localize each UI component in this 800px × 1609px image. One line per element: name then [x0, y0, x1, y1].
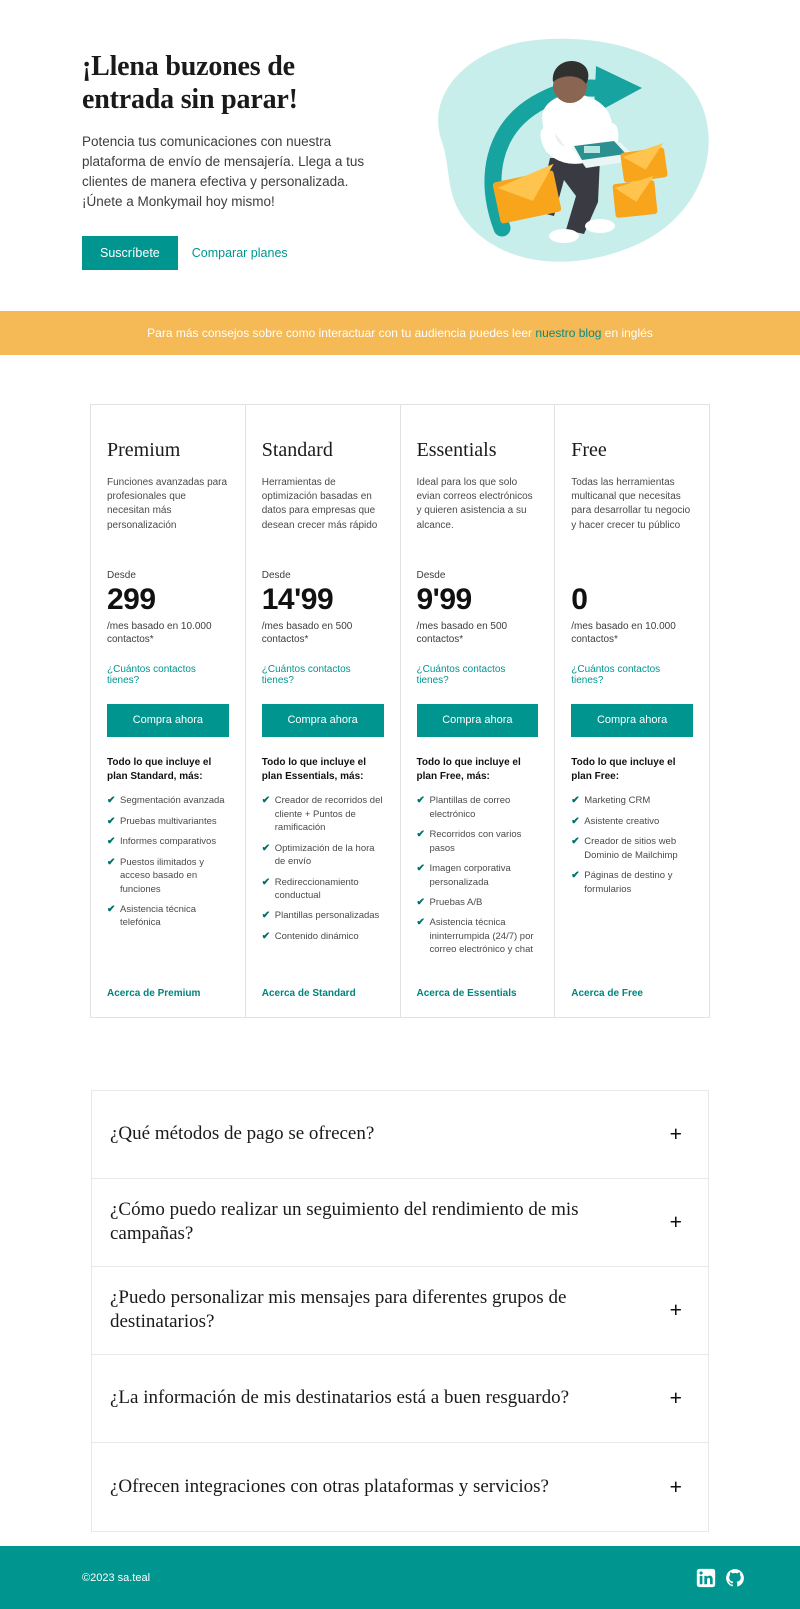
about-plan-link[interactable]: Acerca de Standard — [261, 987, 356, 999]
plus-icon[interactable]: + — [669, 1385, 682, 1411]
buy-now-button[interactable]: Compra ahora — [417, 704, 539, 737]
plan-feature — [571, 815, 693, 828]
plan-feature — [107, 903, 229, 930]
plan-feature-list — [417, 794, 539, 964]
plan-feature-label: Creador de recorridos del cliente + Puntos de ramificación — [274, 795, 383, 834]
plus-icon[interactable]: + — [669, 1121, 682, 1147]
promo-banner-text-after: en inglés — [601, 326, 653, 340]
check-icon: ✔ — [107, 795, 116, 807]
check-icon: ✔ — [416, 897, 425, 908]
plan-feature — [107, 835, 229, 848]
plan-feature-label: Marketing CRM — [584, 795, 651, 807]
plan-from-label: Desde — [261, 570, 291, 581]
buy-now-button[interactable]: Compra ahora — [571, 704, 693, 737]
plan-price-basis: /mes basado en 500 contactos* — [261, 620, 353, 646]
faq-question: ¿La información de mis destinatarios está a buen resguardo? — [110, 1387, 569, 1409]
plan-feature-label: Páginas de destino y formularios — [584, 870, 673, 895]
plan-feature — [107, 856, 229, 896]
about-plan-link[interactable]: Acerca de Free — [571, 987, 643, 999]
site-footer — [0, 1546, 800, 1609]
faq-item[interactable] — [92, 1443, 708, 1531]
buy-now-button[interactable]: Compra ahora — [107, 704, 229, 737]
faq-accordion — [91, 1090, 709, 1532]
plan-feature-label: Plantillas personalizadas — [274, 910, 380, 922]
plan-price-block — [417, 570, 539, 647]
plan-price-basis: /mes basado en 10.000 contactos* — [107, 620, 212, 646]
check-icon: ✔ — [416, 795, 425, 807]
plan-feature-label: Creador de sitios web Dominio de Mailchimp — [584, 836, 678, 861]
plan-description: Todas las herramientas multicanal que necesitas para desarrollar tu negocio y hacer crecer tu público — [571, 477, 691, 531]
hero-subtitle: Potencia tus comunicaciones con nuestra plataforma de envío de mensajería. Llega a tus clientes de manera efectiva y personalizada. ¡Únete a Monkymail hoy mismo! — [82, 134, 365, 209]
blog-link[interactable]: nuestro blog — [535, 326, 602, 340]
plan-includes-title: Todo lo que incluye el plan Essentials, más: — [261, 757, 367, 783]
check-icon: ✔ — [261, 795, 271, 807]
plan-feature — [417, 862, 539, 889]
how-many-contacts-link[interactable]: ¿Cuántos contactos tienes? — [261, 664, 351, 687]
plan-includes-title: Todo lo que incluye el plan Free, más: — [416, 757, 521, 783]
hero-title-line-2: entrada sin parar! — [82, 84, 298, 116]
subscribe-button[interactable]: Suscríbete — [82, 236, 178, 271]
hero-actions — [82, 236, 382, 271]
plan-price: 14'99 — [261, 583, 334, 616]
plan-feature — [417, 828, 539, 855]
plan-feature-list — [107, 794, 229, 937]
faq-question: ¿Puedo personalizar mis mensajes para diferentes grupos de destinatarios? — [110, 1286, 567, 1333]
check-icon: ✔ — [107, 836, 116, 848]
plan-price: 0 — [571, 583, 588, 616]
plan-feature-label: Pruebas multivariantes — [120, 815, 217, 827]
plan-feature — [417, 794, 539, 821]
plan-price-basis: /mes basado en 500 contactos* — [416, 620, 508, 646]
check-icon: ✔ — [571, 815, 580, 827]
plan-name: Premium — [107, 439, 181, 461]
hero-title-line-1: ¡Llena buzones de — [82, 51, 295, 82]
plan-feature — [262, 794, 384, 834]
plan-feature-label: Asistencia técnica telefónica — [120, 904, 197, 929]
promo-banner-text-before: Para más consejos sobre como interactuar con tu audiencia puedes leer — [147, 326, 536, 340]
faq-item[interactable] — [92, 1091, 708, 1179]
check-icon: ✔ — [261, 910, 271, 922]
check-icon: ✔ — [416, 829, 425, 841]
faq-item[interactable] — [92, 1267, 708, 1355]
plan-includes-title: Todo lo que incluye el plan Standard, más: — [107, 757, 212, 783]
plan-feature-label: Asistencia técnica ininterrumpida (24/7) por correo electrónico y chat — [429, 917, 534, 956]
plan-card-essentials — [401, 405, 556, 1017]
plan-feature — [107, 815, 229, 828]
plan-feature — [571, 869, 693, 896]
hero-section — [0, 0, 800, 311]
plus-icon[interactable]: + — [669, 1297, 682, 1323]
pricing-table — [90, 404, 710, 1018]
check-icon: ✔ — [416, 863, 425, 875]
plus-icon[interactable]: + — [669, 1473, 682, 1499]
check-icon: ✔ — [107, 856, 116, 868]
check-icon: ✔ — [416, 917, 425, 929]
plan-price: 299 — [107, 583, 156, 616]
social-links — [696, 1568, 745, 1588]
about-plan-link[interactable]: Acerca de Essentials — [416, 987, 517, 999]
how-many-contacts-link[interactable]: ¿Cuántos contactos tienes? — [107, 664, 196, 687]
promo-banner — [0, 311, 800, 355]
plan-price-block — [262, 570, 384, 647]
plan-feature — [417, 896, 539, 909]
plan-feature — [571, 835, 693, 862]
plan-feature-label: Asistente creativo — [584, 815, 660, 827]
check-icon: ✔ — [571, 836, 580, 848]
check-icon: ✔ — [571, 870, 580, 882]
plan-card-premium — [91, 405, 246, 1017]
plan-price-basis: /mes basado en 10.000 contactos* — [571, 620, 676, 646]
plan-feature-label: Recorridos con varios pasos — [429, 829, 522, 854]
plan-card-standard — [246, 405, 401, 1017]
check-icon: ✔ — [107, 904, 116, 915]
plan-description: Herramientas de optimización basadas en datos para empresas que desean crecer más rápido — [261, 477, 378, 531]
github-icon[interactable] — [725, 1568, 745, 1588]
faq-question: ¿Ofrecen integraciones con otras plataformas y servicios? — [110, 1475, 549, 1497]
plan-feature-list — [262, 794, 384, 950]
linkedin-icon[interactable] — [696, 1568, 716, 1588]
hero-copy — [82, 50, 382, 270]
faq-item[interactable] — [92, 1179, 708, 1267]
plan-name: Standard — [261, 439, 333, 461]
plan-description: Funciones avanzadas para profesionales que necesitan más personalización — [107, 477, 228, 531]
plan-from-label: Desde — [416, 570, 446, 581]
plan-from-label: Desde — [107, 570, 136, 581]
how-many-contacts-link[interactable]: ¿Cuántos contactos tienes? — [571, 664, 661, 687]
check-icon: ✔ — [261, 876, 271, 888]
plan-feature — [262, 930, 384, 943]
plan-card-free — [555, 405, 709, 1017]
about-plan-link[interactable]: Acerca de Premium — [107, 987, 201, 999]
plan-feature-label: Plantillas de correo electrónico — [429, 795, 511, 820]
plan-feature — [107, 794, 229, 807]
check-icon: ✔ — [571, 795, 580, 807]
plan-feature — [262, 876, 384, 903]
hero-illustration — [414, 30, 714, 280]
plan-price: 9'99 — [416, 583, 472, 616]
faq-question: ¿Qué métodos de pago se ofrecen? — [110, 1123, 375, 1145]
plan-name: Free — [571, 439, 607, 461]
compare-plans-link[interactable]: Comparar planes — [191, 246, 288, 261]
faq-item[interactable] — [92, 1355, 708, 1443]
copyright-text: ©2023 sa.teal — [82, 1571, 151, 1584]
plan-feature-label: Pruebas A/B — [429, 897, 483, 908]
plan-feature — [262, 842, 384, 869]
plan-name: Essentials — [416, 439, 497, 461]
plan-price-block — [571, 570, 693, 647]
faq-question: ¿Cómo puedo realizar un seguimiento del rendimiento de mis campañas? — [110, 1198, 579, 1245]
plan-price-block — [107, 570, 229, 647]
check-icon: ✔ — [261, 930, 271, 942]
check-icon: ✔ — [261, 842, 271, 854]
plan-includes-title: Todo lo que incluye el plan Free: — [571, 757, 676, 783]
plus-icon[interactable]: + — [669, 1209, 682, 1235]
plan-feature-list — [571, 794, 693, 903]
plan-feature — [262, 909, 384, 922]
plan-feature-label: Segmentación avanzada — [120, 795, 225, 807]
plan-from-label — [571, 570, 693, 583]
plan-feature-label: Redireccionamiento conductual — [274, 876, 359, 901]
plan-feature — [571, 794, 693, 807]
plan-description: Ideal para los que solo evian correos electrónicos y quieren asistencia a su alcance. — [416, 477, 533, 531]
check-icon: ✔ — [107, 815, 116, 827]
how-many-contacts-link[interactable]: ¿Cuántos contactos tienes? — [416, 664, 506, 687]
plan-feature-label: Optimización de la hora de envío — [274, 842, 375, 868]
plan-feature-label: Contenido dinámico — [274, 930, 359, 942]
buy-now-button[interactable]: Compra ahora — [262, 704, 384, 737]
page-title — [82, 50, 382, 116]
plan-feature-label: Imagen corporativa personalizada — [429, 863, 511, 888]
plan-feature-label: Informes comparativos — [120, 836, 217, 848]
plan-feature — [417, 916, 539, 956]
plan-feature-label: Puestos ilimitados y acceso basado en funciones — [120, 856, 204, 895]
